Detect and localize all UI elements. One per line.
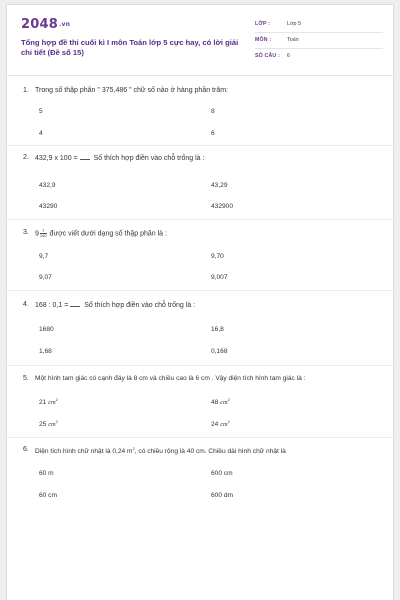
question-text xyxy=(35,446,286,455)
option-a[interactable]: 432,9 xyxy=(39,182,56,189)
prompt: được viết dưới dạng số thập phân là : xyxy=(49,230,167,238)
option-c[interactable]: 1,68 xyxy=(39,348,52,355)
question-divider xyxy=(7,290,393,291)
option-c[interactable]: 43290 xyxy=(39,203,58,210)
worksheet-page xyxy=(6,4,394,600)
question-text xyxy=(35,301,195,309)
brand-suffix: .vn xyxy=(58,21,71,28)
option-c[interactable]: 4 xyxy=(39,130,43,137)
option-a[interactable]: 9,7 xyxy=(39,253,49,260)
option-value: 21 xyxy=(39,399,47,407)
meta-value: 6 xyxy=(287,53,290,59)
prompt: Số thích hợp điền vào chỗ trống là : xyxy=(93,155,205,162)
option-a[interactable]: 60 m xyxy=(39,470,54,477)
option-d[interactable]: 9,007 xyxy=(211,274,228,281)
question-divider xyxy=(7,365,393,366)
option-b[interactable]: 16,8 xyxy=(211,326,224,333)
option-d[interactable]: 0,168 xyxy=(211,348,228,355)
answer-blank xyxy=(70,301,80,307)
option-c[interactable] xyxy=(39,419,58,428)
question-text xyxy=(35,154,204,162)
expression: 432,9 x 100 = xyxy=(35,155,78,162)
expression: 168 : 0,1 = xyxy=(35,302,69,309)
question-number: 4. xyxy=(23,301,29,308)
question-text: Một hình tam giác có cạnh đáy là 8 cm và chiều cao là 6 cm . Vậy diện tích hình tam giác là : xyxy=(35,375,306,382)
question-divider xyxy=(7,145,393,146)
question-number: 2. xyxy=(23,154,29,161)
unit-exponent: 2 xyxy=(132,446,135,451)
fraction-numerator: 7 xyxy=(42,228,45,233)
option-d[interactable] xyxy=(211,419,230,428)
option-d[interactable]: 600 dm xyxy=(211,492,233,499)
option-unit: cm xyxy=(48,399,56,407)
meta-info xyxy=(255,18,383,66)
option-b[interactable]: 8 xyxy=(211,108,215,115)
question-text: Trong số thập phân " 375,486 " chữ số nào ở hàng phần trăm: xyxy=(35,87,229,94)
option-b[interactable] xyxy=(211,397,230,406)
question-text xyxy=(35,229,167,238)
prompt-part: Diện tích hình chữ nhật là 0,24 m xyxy=(35,448,133,456)
meta-key: MÔN : xyxy=(255,37,272,43)
meta-key: LỚP : xyxy=(255,21,271,27)
option-unit-exponent: 2 xyxy=(55,419,58,424)
option-unit: cm xyxy=(220,421,228,429)
brand-name: 2048 xyxy=(21,17,58,32)
question-divider xyxy=(7,437,393,438)
fraction-denominator: 100 xyxy=(39,233,47,238)
option-unit-exponent: 2 xyxy=(55,397,58,402)
option-a[interactable] xyxy=(39,397,58,406)
meta-value: Lớp 5 xyxy=(287,21,302,27)
option-d[interactable]: 432900 xyxy=(211,203,234,210)
option-unit-exponent: 2 xyxy=(227,419,230,424)
option-a[interactable]: 1680 xyxy=(39,326,54,333)
question-number: 1. xyxy=(23,87,29,94)
option-b[interactable]: 9,70 xyxy=(211,253,224,260)
option-c[interactable]: 60 cm xyxy=(39,492,57,499)
meta-row-subject xyxy=(255,34,383,49)
option-value: 25 xyxy=(39,421,47,429)
prompt-part: , có chiều rộng là 40 cm. Chiều dài hình chữ nhật là xyxy=(134,448,286,456)
option-value: 24 xyxy=(211,421,219,429)
brand-logo[interactable] xyxy=(21,17,70,32)
meta-row-count xyxy=(255,50,383,65)
fraction xyxy=(40,229,47,238)
question-divider xyxy=(7,219,393,220)
option-unit: cm xyxy=(48,421,56,429)
option-d[interactable]: 6 xyxy=(211,130,215,137)
meta-key: SỐ CÂU : xyxy=(255,53,280,59)
question-number: 3. xyxy=(23,229,29,236)
option-unit: cm xyxy=(220,399,228,407)
option-b[interactable]: 43,29 xyxy=(211,182,228,189)
option-b[interactable]: 600 cm xyxy=(211,470,233,477)
answer-blank xyxy=(80,154,90,160)
prompt: Số thích hợp điền vào chỗ trống là : xyxy=(84,302,196,309)
option-unit-exponent: 2 xyxy=(227,397,230,402)
option-c[interactable]: 9,07 xyxy=(39,274,52,281)
header-divider xyxy=(7,75,393,76)
question-number: 6. xyxy=(23,446,29,453)
question-number: 5. xyxy=(23,375,29,382)
meta-row-grade xyxy=(255,18,383,33)
option-value: 48 xyxy=(211,399,219,407)
option-a[interactable]: 5 xyxy=(39,108,43,115)
meta-value: Toán xyxy=(287,37,299,43)
mixed-number-whole: 9 xyxy=(35,230,39,238)
worksheet-header xyxy=(7,5,393,71)
document-title: Tổng hợp đề thi cuối kì I môn Toán lớp 5 cực hay, có lời giải chi tiết (Đề số 15) xyxy=(21,38,239,57)
